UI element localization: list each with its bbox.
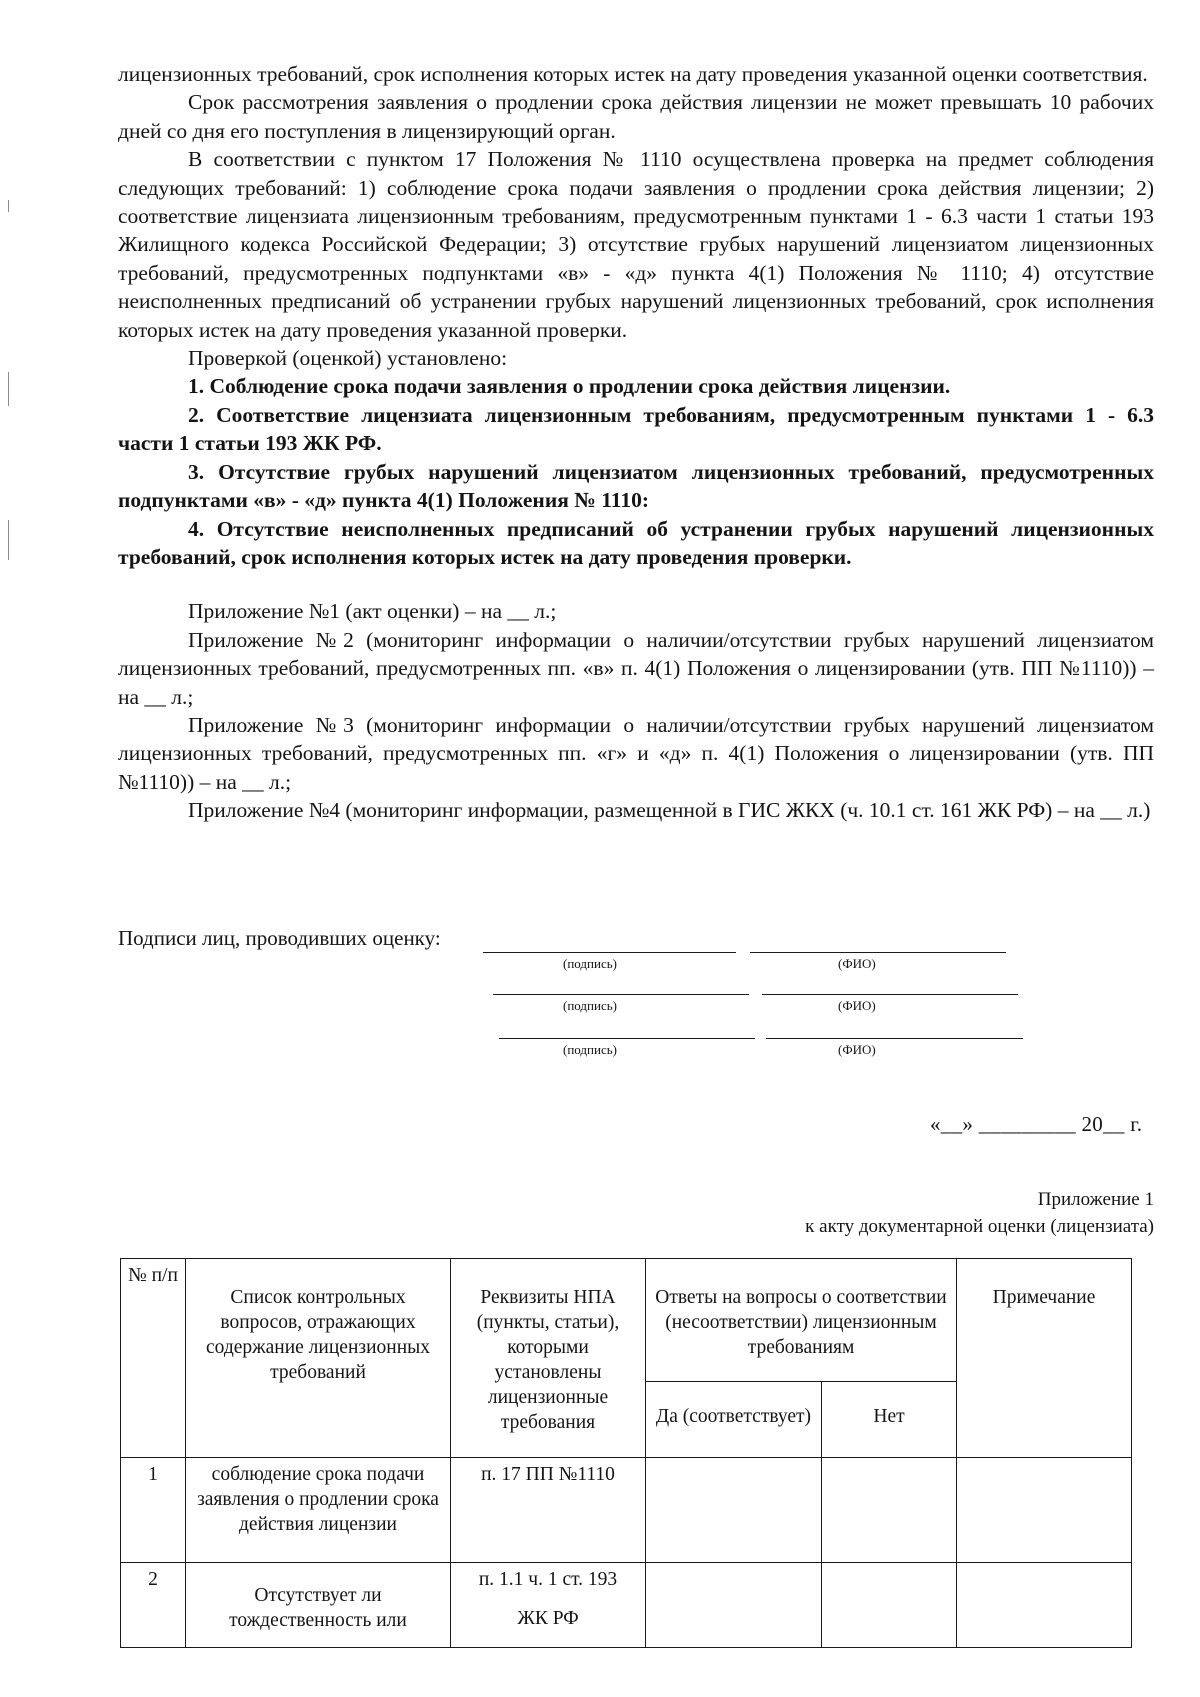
- name-caption: (ФИО): [838, 998, 876, 1013]
- signatures-label: Подписи лиц, проводивших оценку:: [118, 926, 441, 950]
- row-yes-cell: [646, 1458, 822, 1563]
- scan-margin-mark: [8, 520, 9, 560]
- paragraph-check-requirements: В соответствии с пунктом 17 Положения № 1110 осуществлена проверка на предмет соблюдения следующих требований: 1) соблюдение срока подачи заявления о продлении срока действия лицензии; 2) соответствие лицензиата лицензионным требованиям, предусмотренным пунктами 1 - 6.3 части 1 статьи 193 Жилищного кодекса Российской Федерации; 3) отсутствие грубых нарушений лицензиатом лицензионных требований, предусмотренных подпунктами «в» - «д» пункта 4(1) Положения № 1110; 4) отсутствие неисполненных предписаний об устранении грубых нарушений лицензионных требований, срок исполнения которых истек на дату проведения указанной проверки.: [118, 147, 1154, 342]
- paragraph-review-term: Срок рассмотрения заявления о продлении срока действия лицензии не может превышать 10 рабочих дней со дня его поступления в лицензирующий орган.: [118, 90, 1154, 143]
- name-line: [750, 952, 1006, 953]
- signature-line: [483, 952, 736, 953]
- date-line: «__» _________ 20__ г.: [930, 1112, 1143, 1136]
- table-header-row: [121, 1259, 1132, 1382]
- signature-caption: (подпись): [563, 998, 617, 1013]
- header-num: № п/п: [121, 1259, 186, 1458]
- name-caption: (ФИО): [838, 1042, 876, 1057]
- row-no-cell: [822, 1458, 957, 1563]
- name-line: [766, 1038, 1023, 1039]
- paragraph-continuation: лицензионных требований, срок исполнения которых истек на дату проведения указанной оценки соответствия.: [118, 62, 1148, 86]
- attachment-2: Приложение №2 (мониторинг информации о наличии/отсутствии грубых нарушений лицензиатом лицензионных требований, предусмотренных пп. «в» п. 4(1) Положения о лицензировании (утв. ПП №1110)) – на __ л.;: [118, 627, 1154, 709]
- row-npa: [451, 1563, 646, 1648]
- document-body: [118, 60, 1154, 825]
- signature-line: [493, 994, 749, 995]
- finding-2: 2. Соответствие лицензиата лицензионным требованиям, предусмотренным пунктами 1 - 6.3 части 1 статьи 193 ЖК РФ.: [118, 402, 1154, 456]
- header-question-list: Список контрольных вопросов, отражающих содержание лицензионных требований: [186, 1259, 451, 1458]
- table-row: [121, 1563, 1132, 1648]
- row-no-cell: [822, 1563, 957, 1648]
- row-question: Отсутствует ли тождественность или: [186, 1563, 451, 1648]
- spacer: [118, 571, 1154, 597]
- scan-margin-mark: [8, 200, 9, 212]
- attachment-4: Приложение №4 (мониторинг информации, размещенной в ГИС ЖКХ (ч. 10.1 ст. 161 ЖК РФ) – на __ л.): [188, 798, 1151, 823]
- finding-4: 4. Отсутствие неисполненных предписаний об устранении грубых нарушений лицензионных требований, срок исполнения которых истек на дату проведения проверки.: [118, 516, 1154, 569]
- paragraph-findings-intro: Проверкой (оценкой) установлено:: [188, 346, 508, 371]
- header-answers: Ответы на вопросы о соответствии (несоответствии) лицензионным требованиям: [646, 1259, 957, 1382]
- appendix-title: Приложение 1: [1037, 1189, 1154, 1210]
- requirements-table: [120, 1258, 1132, 1648]
- row-num: 2: [121, 1563, 186, 1648]
- name-caption: (ФИО): [838, 956, 876, 971]
- scan-margin-mark: [8, 372, 9, 406]
- row-question: соблюдение срока подачи заявления о продлении срока действия лицензии: [186, 1458, 451, 1563]
- name-line: [762, 994, 1018, 995]
- signature-caption: (подпись): [563, 1042, 617, 1057]
- header-no: Нет: [822, 1382, 957, 1458]
- row-npa: п. 17 ПП №1110: [451, 1458, 646, 1563]
- attachment-1: Приложение №1 (акт оценки) – на __ л.;: [188, 599, 557, 624]
- finding-1: 1. Соблюдение срока подачи заявления о продлении срока действия лицензии.: [188, 374, 951, 399]
- row-npa-line: ЖК РФ: [517, 1608, 579, 1629]
- row-note-cell: [957, 1563, 1132, 1648]
- appendix-heading: [805, 1186, 1154, 1240]
- signature-line: [499, 1038, 755, 1039]
- appendix-subtitle: к акту документарной оценки (лицензиата): [805, 1216, 1154, 1237]
- row-num: 1: [121, 1458, 186, 1563]
- header-yes: Да (соответствует): [646, 1382, 822, 1458]
- attachment-3: Приложение №3 (мониторинг информации о наличии/отсутствии грубых нарушений лицензиатом лицензионных требований, предусмотренных пп. «г» и «д» п. 4(1) Положения о лицензировании (утв. ПП №1110)) – на __ л.;: [118, 712, 1154, 794]
- row-yes-cell: [646, 1563, 822, 1648]
- header-note: Примечание: [957, 1259, 1132, 1458]
- signature-caption: (подпись): [563, 956, 617, 971]
- row-npa-line: п. 1.1 ч. 1 ст. 193: [478, 1569, 618, 1590]
- header-npa: Реквизиты НПА (пункты, статьи), которыми установлены лицензионные требования: [451, 1259, 646, 1458]
- finding-3: 3. Отсутствие грубых нарушений лицензиатом лицензионных требований, предусмотренных подпунктами «в» - «д» пункта 4(1) Положения № 1110:: [118, 459, 1154, 513]
- row-note-cell: [957, 1458, 1132, 1563]
- table-row: [121, 1458, 1132, 1563]
